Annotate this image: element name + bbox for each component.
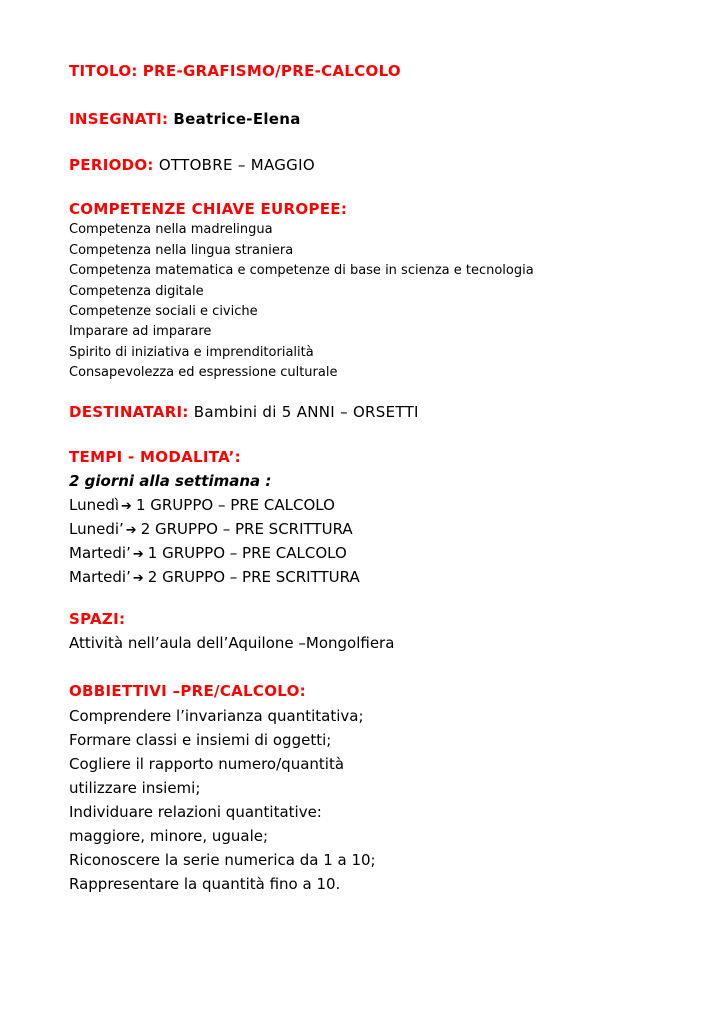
timing-subheading: 2 giorni alla settimana :	[69, 472, 272, 490]
objective-item: utilizzare insiemi;	[69, 779, 201, 797]
objective-item: Individuare relazioni quantitative:	[69, 803, 322, 821]
competence-item: Imparare ad imparare	[69, 324, 212, 339]
timing-heading: TEMPI - MODALITA’:	[69, 448, 241, 466]
title-label: TITOLO:	[69, 62, 138, 80]
objective-item: Comprendere l’invarianza quantitativa;	[69, 707, 364, 725]
competence-item: Competenze sociali e civiche	[69, 304, 258, 319]
schedule-text: 1 GRUPPO – PRE CALCOLO	[147, 544, 347, 562]
recipients-label: DESTINATARI:	[69, 403, 189, 421]
schedule-text: 2 GRUPPO – PRE SCRITTURA	[147, 568, 360, 586]
objective-item: Riconoscere la serie numerica da 1 a 10;	[69, 851, 376, 869]
schedule-day: Martedi’	[69, 568, 131, 586]
competence-item: Competenza digitale	[69, 284, 204, 299]
title-value: PRE-GRAFISMO/PRE-CALCOLO	[142, 62, 401, 80]
right-arrow-icon: ➔	[132, 547, 144, 562]
schedule-text: 1 GRUPPO – PRE CALCOLO	[135, 496, 335, 514]
spaces-value: Attività nell’aula dell’Aquilone –Mongolfiera	[69, 634, 395, 652]
objective-item: Cogliere il rapporto numero/quantità	[69, 755, 345, 773]
teachers-label: INSEGNATI:	[69, 110, 169, 128]
competence-item: Spirito di iniziativa e imprenditorialità	[69, 345, 314, 360]
objectives-heading: OBBIETTIVI –PRE/CALCOLO:	[69, 682, 306, 700]
competence-item: Competenza matematica e competenze di base in scienza e tecnologia	[69, 263, 534, 278]
competence-item: Consapevolezza ed espressione culturale	[69, 365, 338, 380]
schedule-row	[69, 520, 353, 538]
schedule-text: 2 GRUPPO – PRE SCRITTURA	[140, 520, 353, 538]
teachers-line	[69, 110, 301, 128]
schedule-day: Lunedì	[69, 496, 120, 514]
objective-item: maggiore, minore, uguale;	[69, 827, 269, 845]
recipients-line	[69, 403, 419, 421]
right-arrow-icon: ➔	[121, 499, 132, 514]
competence-item: Competenza nella madrelingua	[69, 222, 273, 237]
competence-item: Competenza nella lingua straniera	[69, 243, 294, 258]
period-value: OTTOBRE – MAGGIO	[158, 156, 315, 174]
competences-heading: COMPETENZE CHIAVE EUROPEE:	[69, 200, 348, 218]
schedule-row	[69, 496, 335, 514]
teachers-value: Beatrice-Elena	[173, 110, 301, 128]
schedule-row	[69, 544, 347, 562]
schedule-row	[69, 568, 360, 586]
spaces-heading: SPAZI:	[69, 610, 126, 628]
title-line	[69, 62, 401, 80]
objective-item: Formare classi e insiemi di oggetti;	[69, 731, 332, 749]
right-arrow-icon: ➔	[125, 523, 137, 538]
period-line	[69, 156, 315, 174]
period-label: PERIODO:	[69, 156, 154, 174]
right-arrow-icon: ➔	[132, 571, 144, 586]
schedule-day: Martedi’	[69, 544, 131, 562]
schedule-day: Lunedi’	[69, 520, 124, 538]
recipients-value: Bambini di 5 ANNI – ORSETTI	[193, 403, 419, 421]
objective-item: Rappresentare la quantità fino a 10.	[69, 875, 341, 893]
